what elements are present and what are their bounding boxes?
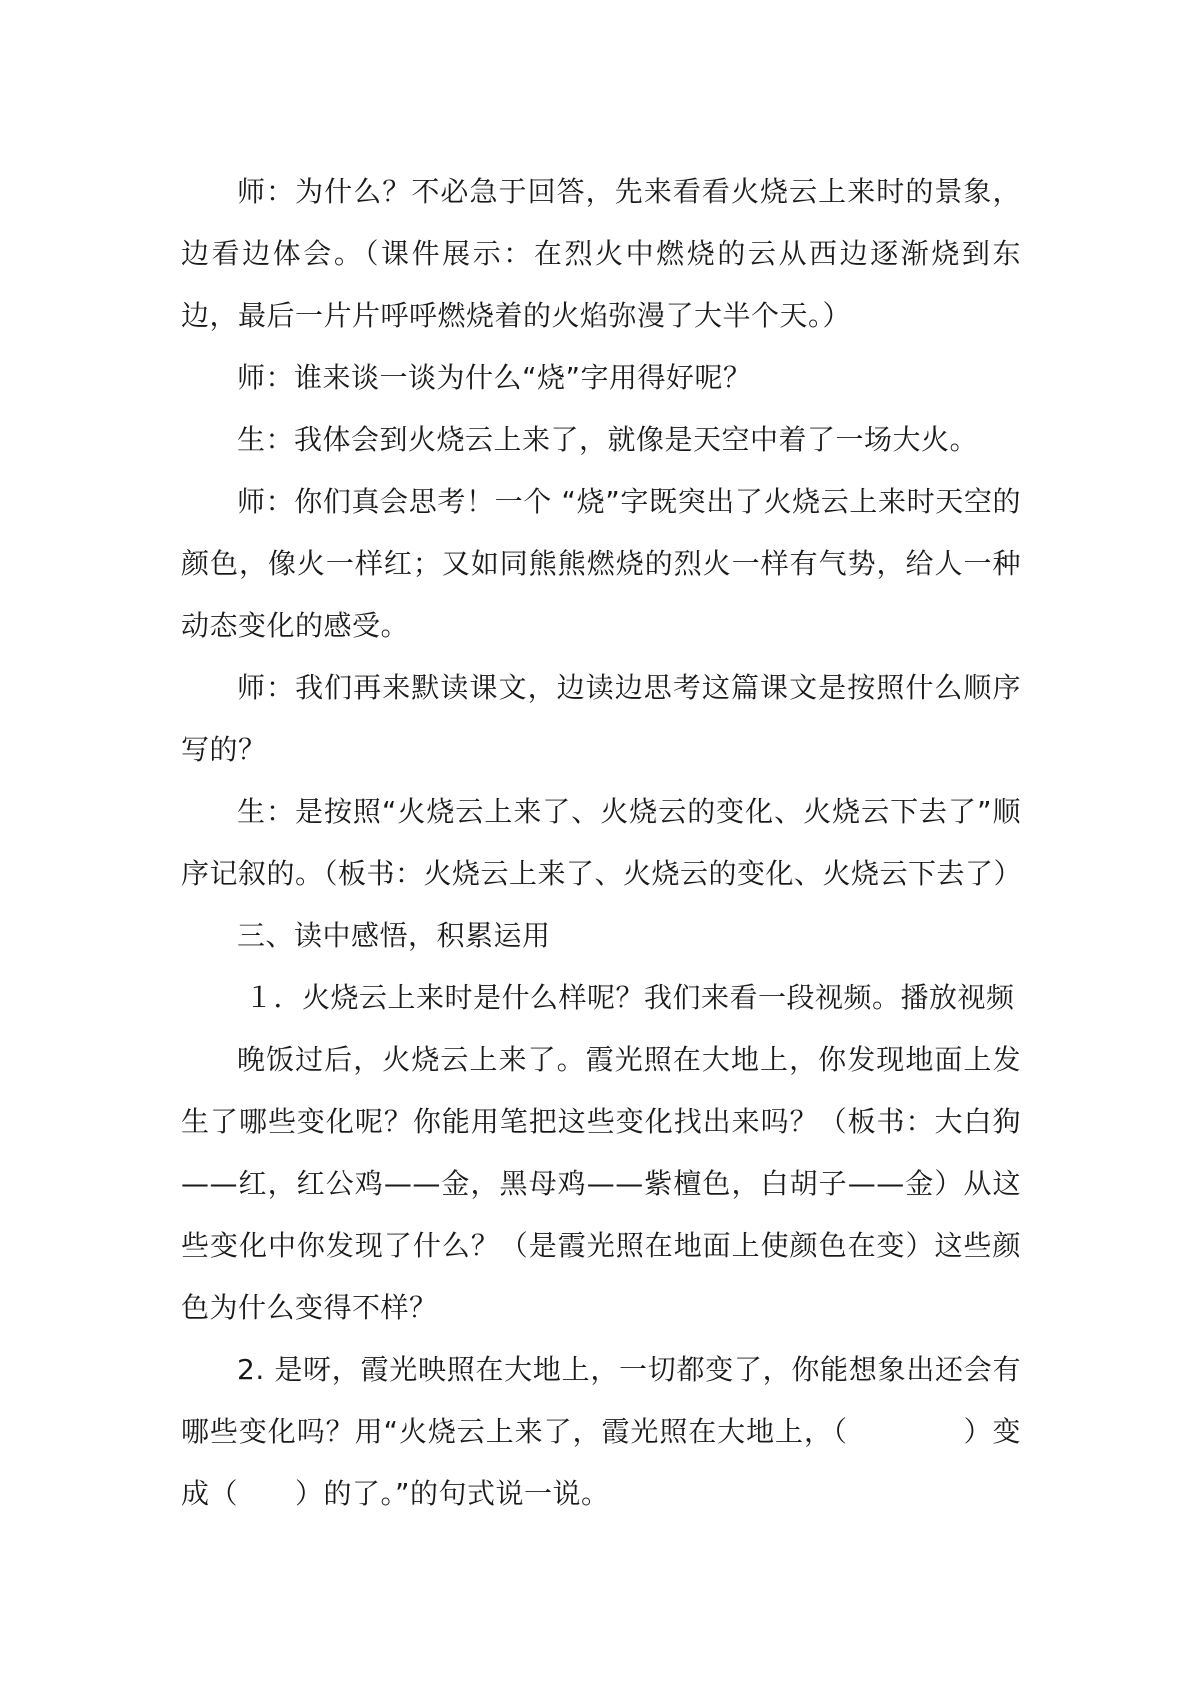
section-heading-reading: 三、读中感悟，积累运用 [237,919,551,952]
paragraph-teacher-question-burn: 师：谁来谈一谈为什么“烧”字用得好呢？ [237,361,752,394]
document-page [181,161,1021,1525]
paragraph-teacher-why: 师：为什么？不必急于回答，先来看看火烧云上来时的景象，边看边体会。（课件展示：在烈火中燃烧的云从西边逐渐烧到东边，最后一片片呼呼燃烧着的火焰弥漫了大半个天。） [181,175,1021,332]
paragraph-teacher-praise: 师：你们真会思考！一个 “烧”字既突出了火烧云上来时天空的颜色，像火一样红；又如同熊熊燃烧的烈火一样有气势，给人一种动态变化的感受。 [181,485,1021,642]
paragraph-student-answer-fire: 生：我体会到火烧云上来了，就像是天空中着了一场大火。 [237,423,979,456]
paragraph-teacher-order-question: 师：我们再来默读课文，边读边思考这篇课文是按照什么顺序写的？ [181,671,1021,766]
paragraph-after-dinner: 晚饭过后，火烧云上来了。霞光照在大地上，你发现地面上发生了哪些变化呢？你能用笔把这些变化找出来吗？（板书：大白狗——红，红公鸡——金，黑母鸡——紫檀色，白胡子——金）从这些变化中你发现了什么？（是霞光照在地面上使颜色在变）这些颜色为什么变得不样？ [181,1043,1021,1324]
paragraph-item-1: １．火烧云上来时是什么样呢？我们来看一段视频。播放视频 [245,981,1015,1014]
paragraph-item-2: 2. 是呀，霞光映照在大地上，一切都变了，你能想象出还会有哪些变化吗？用“火烧云上来了，霞光照在大地上，（ ）变成（ ）的了。”的句式说一说。 [181,1353,1021,1510]
paragraph-student-order-answer: 生：是按照“火烧云上来了、火烧云的变化、火烧云下去了”顺序记叙的。（板书：火烧云上来了、火烧云的变化、火烧云下去了） [181,795,1023,890]
